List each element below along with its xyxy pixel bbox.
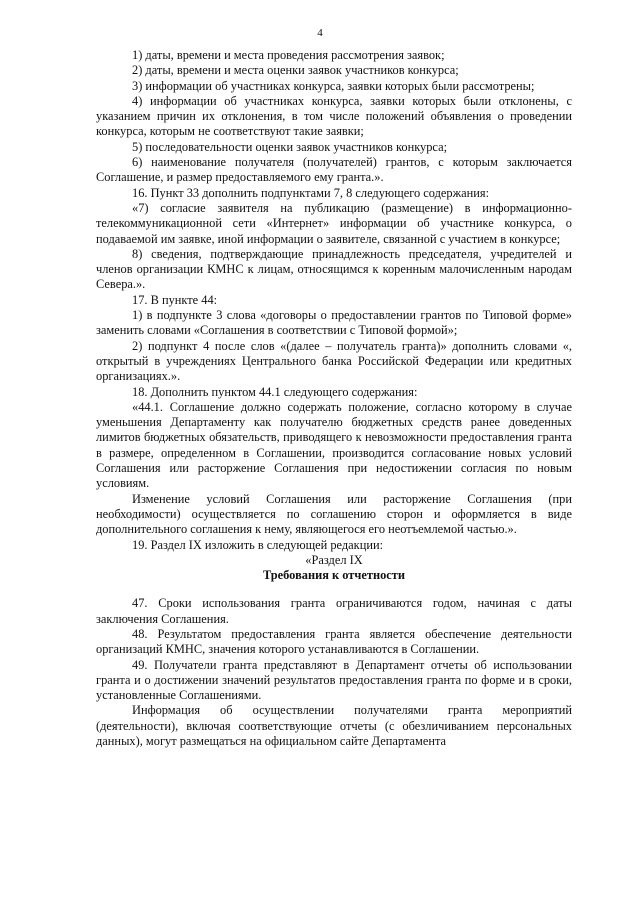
paragraph: 18. Дополнить пунктом 44.1 следующего содержания: — [132, 384, 418, 399]
paragraph: 17. В пункте 44: — [132, 292, 218, 307]
paragraph: 2) даты, времени и места оценки заявок участников конкурса; — [132, 63, 459, 78]
paragraph: 16. Пункт 33 дополнить подпунктами 7, 8 следующего содержания: — [132, 185, 490, 200]
paragraph: 8) сведения, подтверждающие принадлежность председателя, учредителей и членов организации КМНС к лицам, относящимся к коренным малочисленным народам Севера.». — [96, 246, 572, 292]
paragraph: 4) информации об участниках конкурса, заявки которых были отклонены, с указанием причин их отклонения, в том числе положений объявления о проведении конкурса, которым не соответствуют такие заявки; — [96, 93, 572, 139]
paragraph: 47. Сроки использования гранта ограничиваются годом, начиная с даты заключения Соглашения. — [96, 596, 572, 626]
paragraph: 5) последовательности оценки заявок участников конкурса; — [132, 139, 448, 154]
paragraph: 48. Результатом предоставления гранта является обеспечение деятельности организаций КМНС, значения которого устанавливаются в Соглашении. — [96, 626, 572, 657]
paragraph: 19. Раздел IX изложить в следующей редакции: — [132, 537, 384, 552]
paragraph: 49. Получатели гранта представляют в Департамент отчеты об использовании гранта и о достижении значений результатов предоставления гранта по форме и в сроки, установленные Соглашениями. — [96, 657, 572, 703]
paragraph: 3) информации об участниках конкурса, заявки которых были рассмотрены; — [132, 78, 535, 93]
paragraph: 1) в подпункте 3 слова «договоры о предоставлении грантов по Типовой форме» заменить словами «Соглашения в соответствии с Типовой формой»; — [96, 308, 572, 338]
spacer — [96, 583, 572, 596]
paragraph: «44.1. Соглашение должно содержать положение, согласно которому в случае уменьшения Департаменту как получателю бюджетных средств ранее доведенных лимитов бюджетных обязательств, приводящего к невозможности предоставления гранта в размере, определенном в Соглашении, производится согласование новых условий Соглашения или расторжение Соглашения при недостижении согласия по новым условиям. — [96, 399, 572, 491]
paragraph: Изменение условий Соглашения или расторжение Соглашения (при необходимости) осуществляется по соглашению сторон и оформляется в виде дополнительного соглашения к нему, являющегося его неотъемлемой частью.». — [96, 491, 572, 537]
paragraph: 1) даты, времени и места проведения рассмотрения заявок; — [132, 48, 445, 62]
document-body — [96, 48, 572, 749]
section-label: «Раздел IX — [305, 552, 363, 567]
paragraph: 2) подпункт 4 после слов «(далее – получатель гранта)» дополнить словами «, открытый в учреждениях Центрального банка Российской Федерации или кредитных организациях.». — [96, 338, 572, 384]
paragraph: Информация об осуществлении получателями гранта мероприятий (деятельности), включая соответствующие отчеты (с обезличиванием персональных данных), могут размещаться на официальном сайте Департамента — [96, 703, 572, 749]
paragraph: 6) наименование получателя (получателей) грантов, с которым заключается Соглашение, и размер предоставляемого ему гранта.». — [96, 155, 572, 185]
page-number: 4 — [317, 27, 323, 39]
paragraph: «7) согласие заявителя на публикацию (размещение) в информационно-телекоммуникационной сети «Интернет» информации об участнике конкурса, о подаваемой им заявке, иной информации о заявителе, связанной с участием в конкурсе; — [96, 200, 572, 246]
section-title: Требования к отчетности — [262, 568, 406, 583]
